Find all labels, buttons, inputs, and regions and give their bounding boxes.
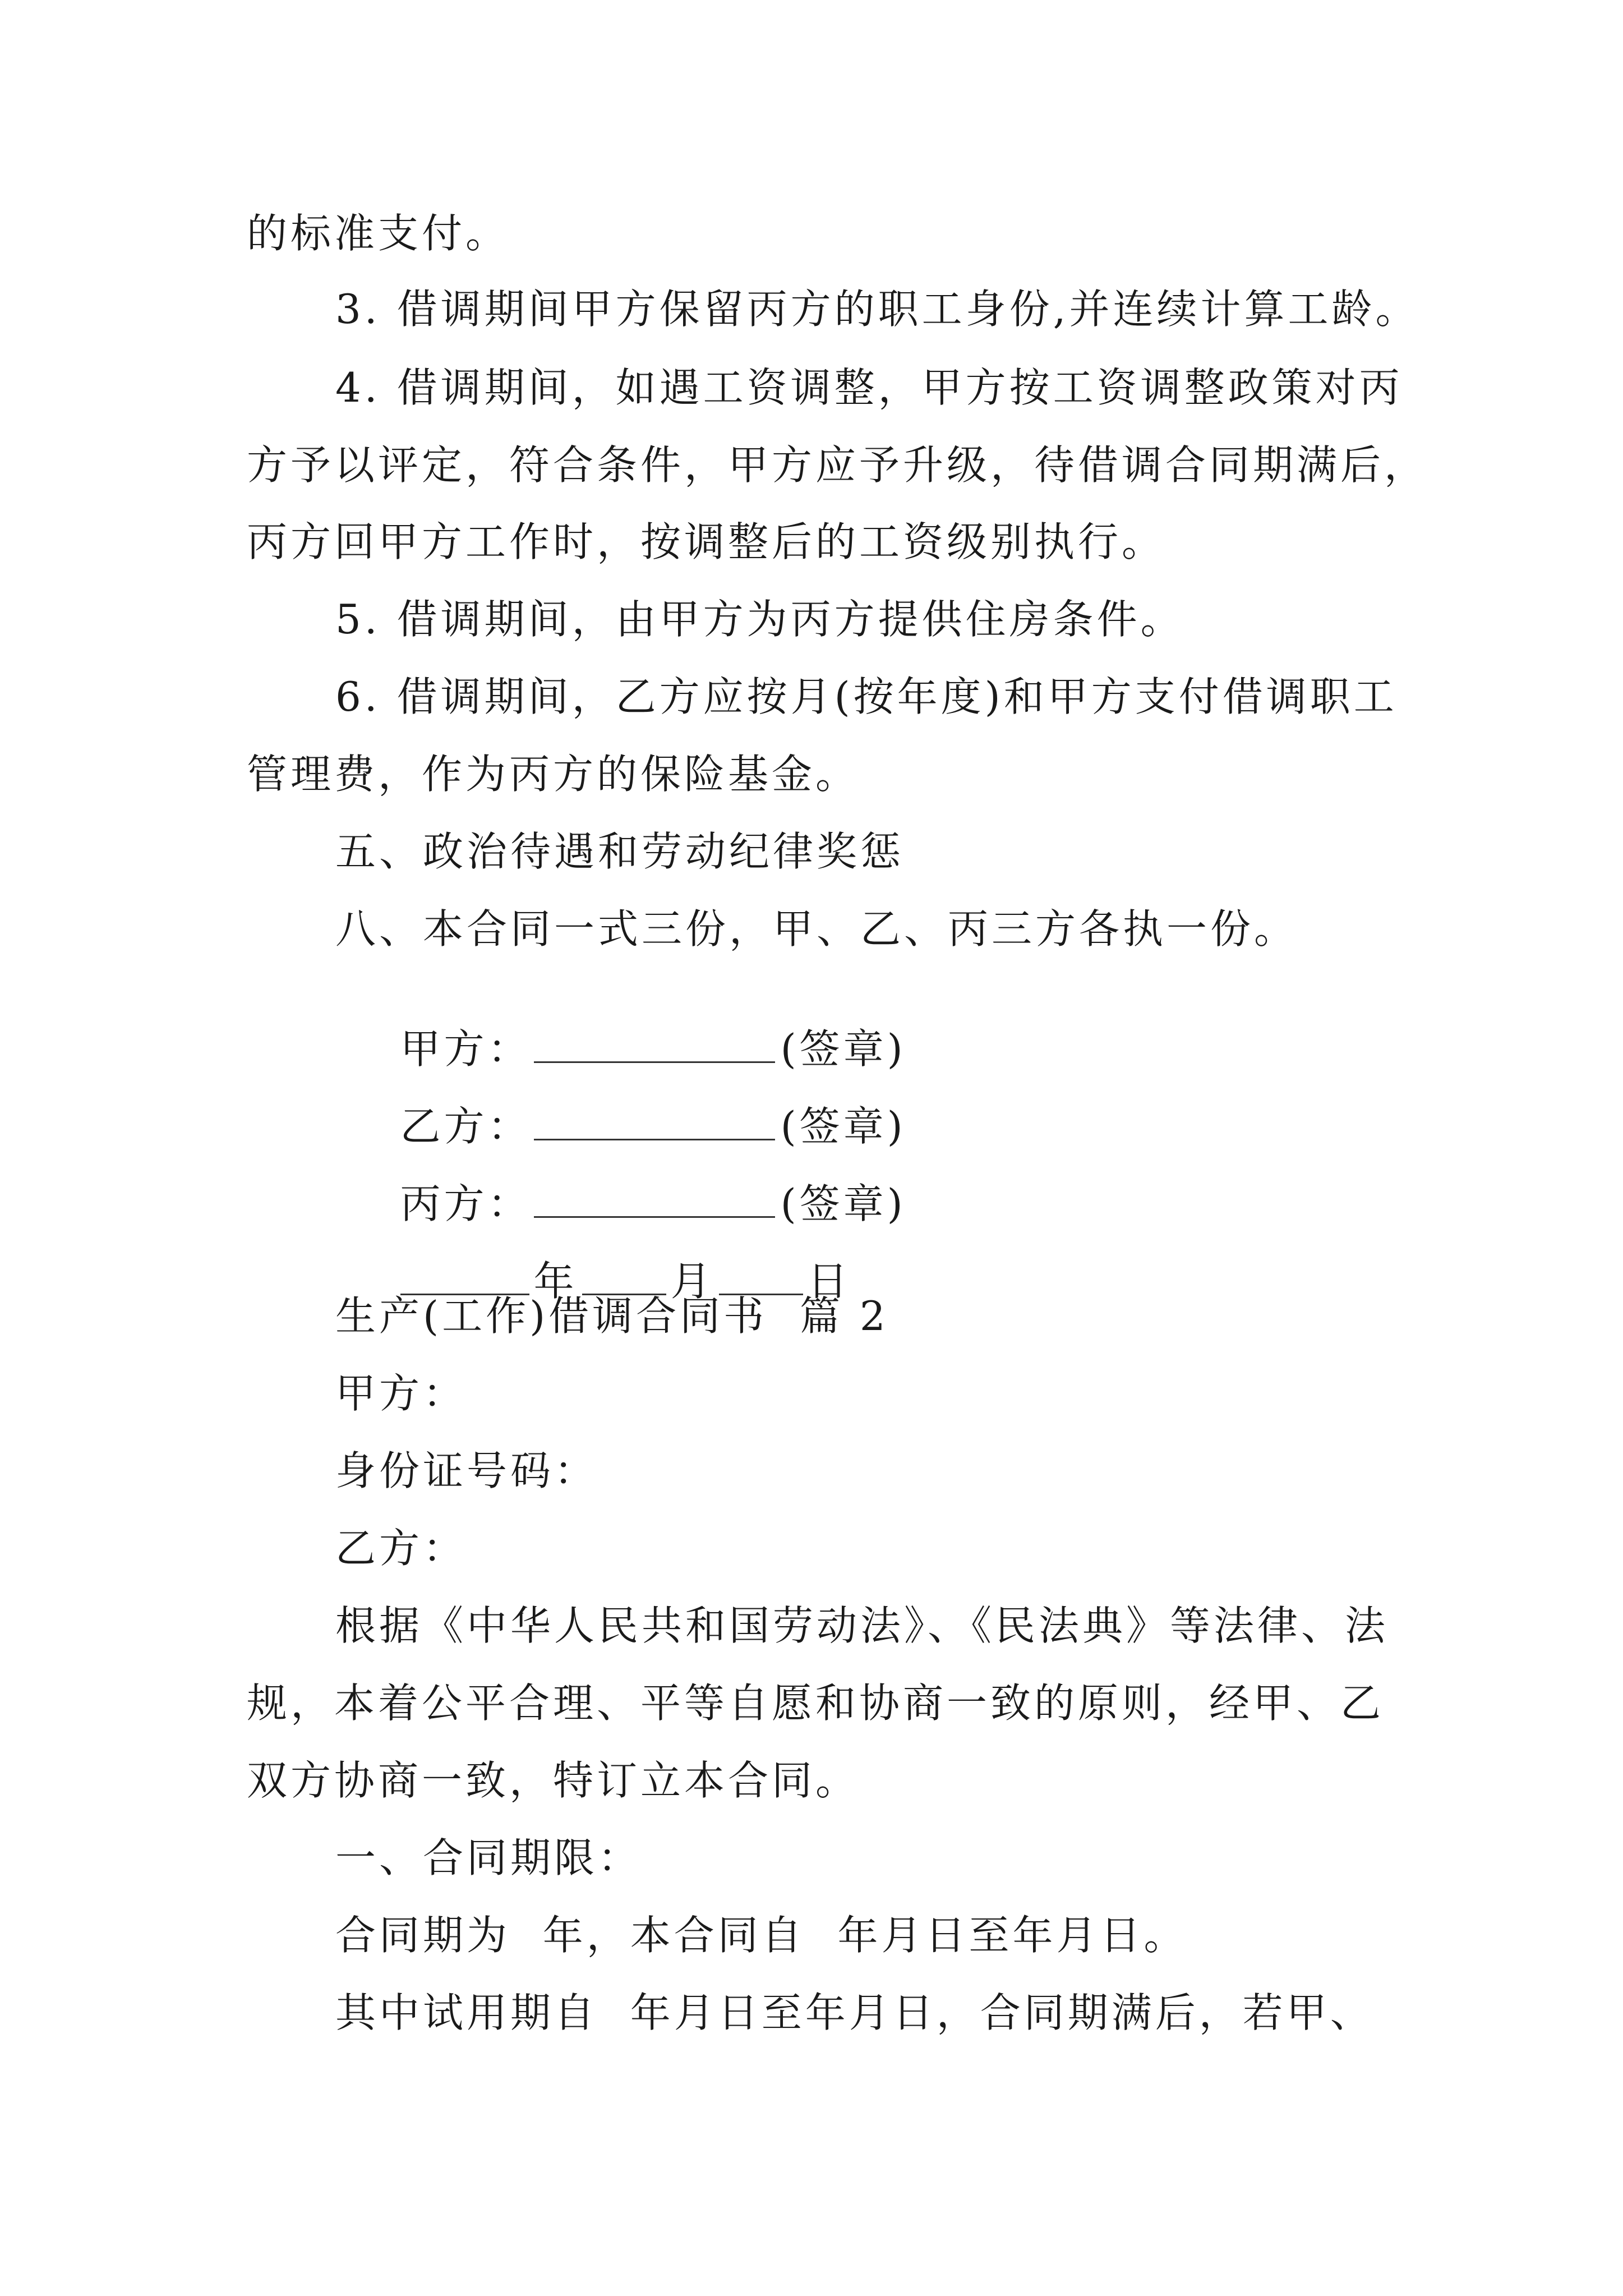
month-label: 月 [670,1258,714,1305]
text-line: 身份证号码： [335,1447,598,1494]
signature-blank [534,1104,775,1140]
day-label: 日 [807,1258,851,1305]
text-line: 其中试用期自 年月日至年月日，合同期满后，若甲、 [335,1989,1374,2036]
document-title: 生产(工作)借调合同书 篇 2 [335,1292,889,1340]
month-blank [582,1259,666,1295]
text-line: 管理费，作为丙方的保险基金。 [247,751,860,798]
year-blank [400,1259,529,1295]
text-line: 6. 借调期间，乙方应按月(按年度)和甲方支付借调职工 [335,673,1398,720]
year-label: 年 [533,1258,578,1305]
day-blank [719,1259,803,1295]
seal-label: (签章) [780,1025,906,1073]
party-label: 丙方： [400,1180,532,1227]
text-line: 丙方回甲方工作时，按调整后的工资级别执行。 [247,518,1166,565]
text-line: 方予以评定，符合条件，甲方应予升级，待借调合同期满后， [247,441,1428,489]
text-line: 3. 借调期间甲方保留丙方的职工身份,并连续计算工龄。 [335,286,1419,333]
seal-label: (签章) [780,1180,906,1227]
text-line: 甲方： [335,1370,467,1417]
text-line: 乙方： [335,1525,467,1572]
signature-blank [534,1027,775,1063]
text-line: 合同期为 年，本合同自 年月日至年月日。 [335,1912,1188,1959]
text-line: 4. 借调期间，如遇工资调整，甲方按工资调整政策对丙 [335,364,1403,411]
text-line: 的标准支付。 [247,210,510,257]
text-line: 根据《中华人民共和国劳动法》、《民法典》等法律、法 [335,1602,1389,1649]
party-label: 甲方： [400,1025,532,1073]
text-line: 5. 借调期间，由甲方为丙方提供住房条件。 [335,596,1184,643]
section-heading: 一、合同期限： [335,1834,642,1881]
party-label: 乙方： [400,1103,532,1150]
section-heading: 五、政治待遇和劳动纪律奖惩 [335,828,905,875]
signature-blank [534,1181,775,1218]
text-line: 规，本着公平合理、平等自愿和协商一致的原则，经甲、乙 [247,1680,1385,1727]
text-line: 双方协商一致，特订立本合同。 [247,1757,860,1804]
section-heading: 八、本合同一式三份，甲、乙、丙三方各执一份。 [335,905,1298,953]
seal-label: (签章) [780,1103,906,1150]
